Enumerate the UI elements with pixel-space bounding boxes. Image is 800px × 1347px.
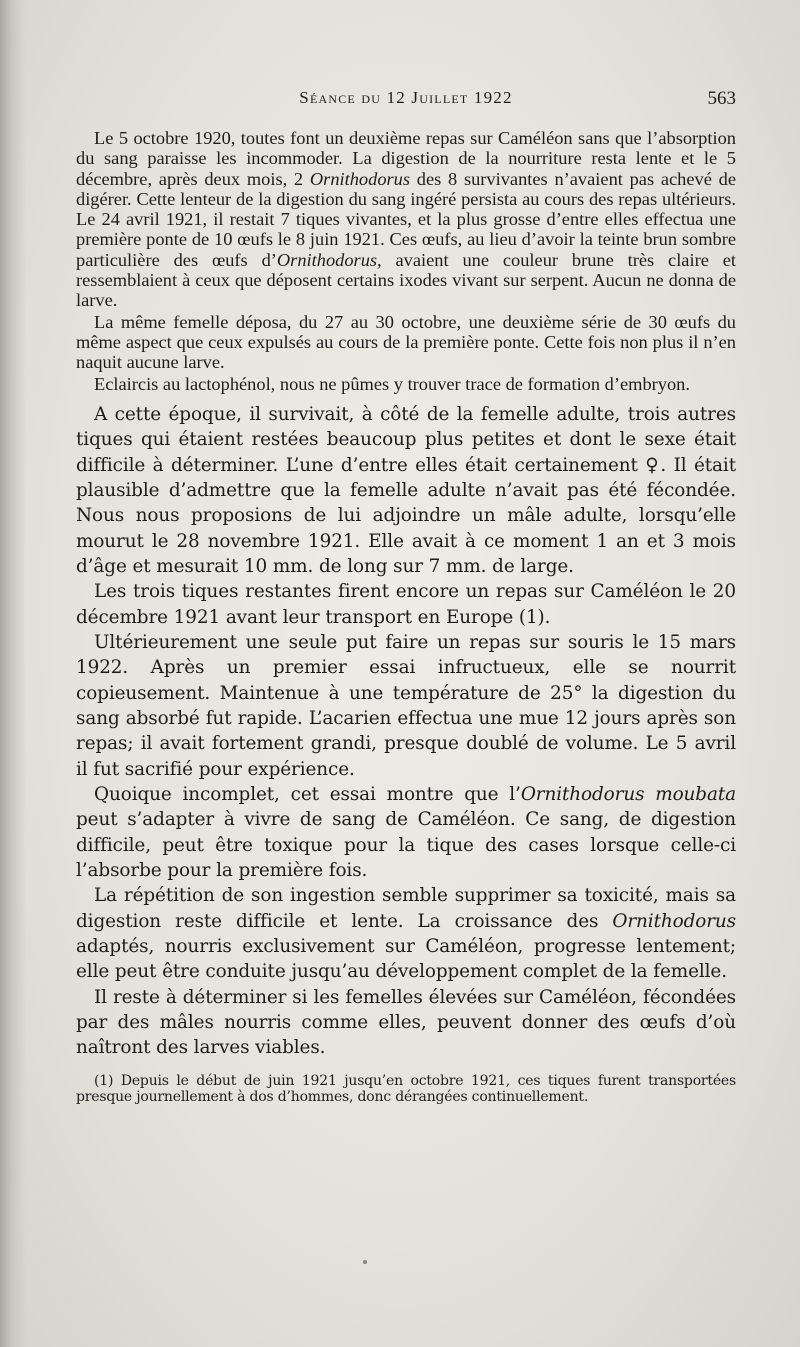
paragraph-5: Les trois tiques restantes firent encore un repas sur Caméléon le 20 décembre 1921 avant leur transport en Europe (1). (76, 581, 736, 628)
paragraph-text: des 8 survivantes n’avaient pas achevé de digérer. Cette lenteur de la digestion du sang ingéré persista au cours des repas ultérieurs. Le 24 avril 1921, il restait 7 tiques vivantes, et la plus grosse d’entre elles effectua une première ponte de 10 œufs le 8 juin 1921. Ces œufs, au lieu d’avoir la teinte brun sombre particulière des œufs d’ (76, 168, 736, 270)
print-speck (363, 1260, 367, 1264)
paragraph-4: A cette époque, il survivait, à côté de la femelle adulte, trois autres tiques qui étaient restées beaucoup plus petites et dont le sexe était difficile à déterminer. L’une d’entre elles était certainement ♀. Il était plausible d’admettre que la femelle adulte n’avait pas été fécondée. Nous nous proposions de lui adjoindre un mâle adulte, lorsqu’elle mourut le 28 novembre 1921. Elle avait à ce moment 1 an et 3 mois d’âge et mesurait 10 mm. de long sur 7 mm. de large. (76, 403, 736, 577)
italic-genus: Ornithodorus (612, 910, 736, 932)
italic-genus: Ornithodorus, (276, 249, 382, 270)
paragraph-3: Eclaircis au lactophénol, nous ne pûmes y trouver trace de formation d’embryon. (94, 373, 690, 394)
page-gutter-shadow (0, 0, 26, 1347)
paragraph-7 (76, 782, 736, 883)
paragraph-2: La même femelle déposa, du 27 au 30 octobre, une deuxième série de 30 œufs du même aspect que ceux expulsés au cours de la première ponte. Cette fois non plus il n’en naquit aucune larve. (76, 311, 736, 373)
paragraph-text: peut s’adapter à vivre de sang de Caméléon. Ce sang, de digestion difficile, peut être toxique pour la tique des cases lorsque celle-ci l’absorbe pour la première fois. (76, 809, 736, 882)
running-head (76, 88, 736, 118)
paragraph-text: Le 5 octobre 1920, toutes font un deuxième repas sur Caméléon sans que l’absorption du sang paraisse les incommoder. La digestion de la nourriture resta lente et le 5 décembre, après deux mois, 2 (76, 128, 736, 189)
paragraph-text: Quoique incomplet, cet essai montre que l’ (94, 784, 521, 806)
small-type-section (76, 128, 736, 394)
paragraph-text: La répétition de son ingestion semble supprimer sa toxicité, mais sa digestion reste difficile et lente. La croissance des (76, 885, 736, 932)
large-type-section (76, 402, 736, 1061)
footnote-text: (1) Depuis le début de juin 1921 jusqu’en octobre 1921, ces tiques furent transportées presque journellement à dos d’hommes, donc dérangées continuellement. (76, 1072, 736, 1106)
paragraph-text: avaient une couleur brune très claire et ressemblaient à ceux que déposent certains ixodes vivant sur serpent. Aucun ne donna de larve. (76, 249, 736, 311)
paragraph-6: Ultérieurement une seule put faire un repas sur souris le 15 mars 1922. Après un premier essai infructueux, elle se nourrit copieusement. Maintenue à une température de 25° la digestion du sang absorbé fut rapide. L’acarien effectua une mue 12 jours après son repas; il avait fortement grandi, presque doublé de volume. Le 5 avril il fut sacrifié pour expérience. (76, 631, 736, 780)
body-text (76, 128, 736, 1106)
footnote (76, 1073, 736, 1106)
paragraph-text: adaptés, nourris exclusivement sur Caméléon, progresse lentement; elle peut être conduite jusqu’au développement complet de la femelle. (76, 936, 736, 983)
page-number: 563 (707, 88, 736, 109)
running-head-title: Séance du 12 Juillet 1922 (299, 88, 513, 107)
paragraph-8 (76, 883, 736, 984)
paragraph-9: Il reste à déterminer si les femelles élevées sur Caméléon, fécondées par des mâles nourris comme elles, peuvent donner des œufs d’où naîtront des larves viables. (76, 986, 736, 1059)
italic-genus: Ornithodorus (309, 168, 411, 189)
paragraph-1 (76, 128, 736, 311)
italic-species: Ornithodorus moubata (520, 784, 736, 806)
